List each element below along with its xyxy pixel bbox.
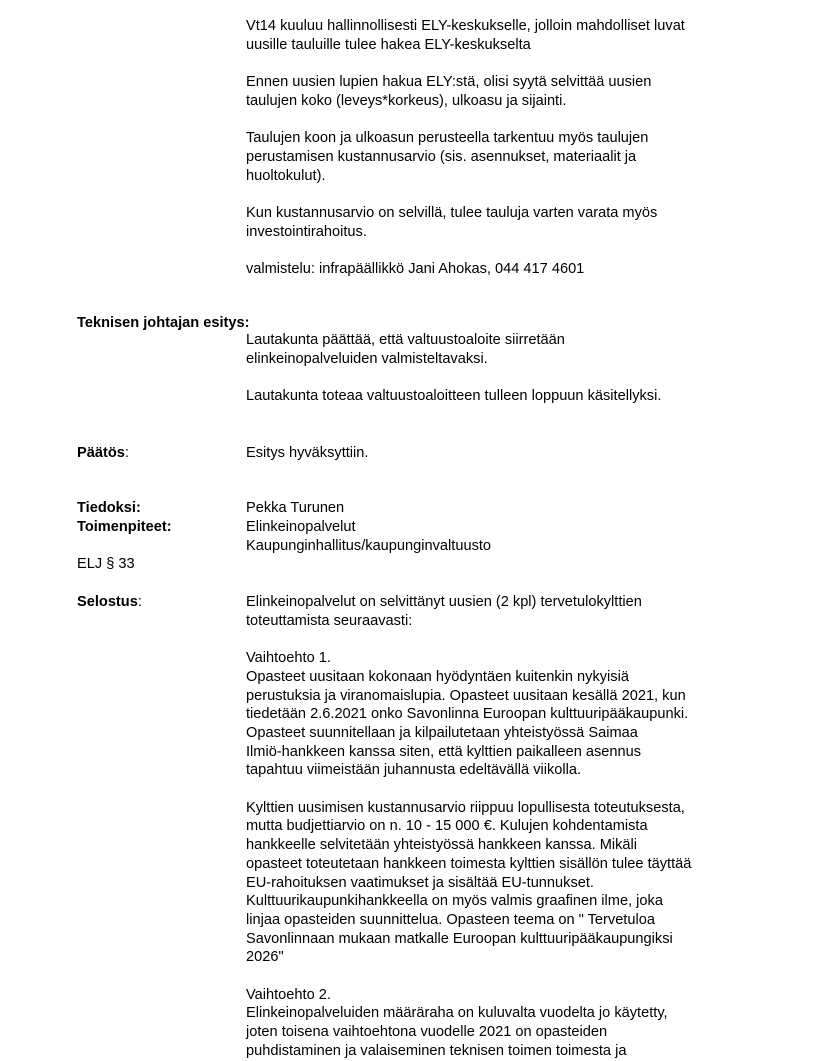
intro-paragraph: Kun kustannusarvio on selvillä, tulee tauluja varten varata myös investointirahoitus. (246, 204, 658, 240)
decision-text: Esitys hyväksyttiin. (246, 445, 369, 461)
intro-paragraph: Ennen uusien lupien hakua ELY:stä, olisi syytä selvittää uusien taulujen koko (leveys*korkeus), ulkoasu ja sijainti. (246, 74, 652, 109)
decision-label (77, 444, 129, 463)
toimenpiteet-label-text: Toimenpiteet: (77, 519, 172, 535)
selostus-cost-paragraph: Kylttien uusimisen kustannusarvio riippuu lopullisesta toteutuksesta, mutta budjettiarvio on n. 10 - 15 000 €. Kulujen kohdentamista hankkeelle selvitetään yhteistyössä hankkeen kanssa. Mikäli opasteet toteutetaan hankkeen toimesta kylttien sisällön tulee täyttää EU-rahoituksen vaatimukset ja sisältää EU-tunnukset. Kulttuurikaupunkihankkeella on myös valmis graafinen ilme, joka linjaa opasteiden suunnittelua. Opasteen teema on " Tervetuloa Savonlinnaan mukaan matkalle Euroopan kulttuuripääkaupungiksi 2026" (246, 799, 692, 966)
selostus-block (246, 593, 746, 1061)
decision-label-colon: : (124, 445, 129, 461)
proposal-paragraph: Lautakunta toteaa valtuustoaloitteen tulleen loppuun käsitellyksi. (246, 388, 662, 405)
proposal-block (246, 331, 746, 406)
tiedoksi-label (77, 499, 141, 518)
section-reference: ELJ § 33 (77, 556, 135, 572)
preparer-line: valmistelu: infrapäällikkö Jani Ahokas, 044 417 4601 (246, 261, 585, 278)
selostus-option-1: Vaihtoehto 1. Opasteet uusitaan kokonaan hyödyntäen kuitenkin nykyisiä perustuksia ja viranomaislupia. Opasteet uusitaan kesällä 2021, kun tiedetään 2.6.2021 onko Savonlinna Euroopan kulttuuripääkaupunki. Opasteet suunnitellaan ja kilpailutetaan yhteistyössä Saimaa Ilmiö-hankkeen kanssa siten, että kylttien paikalleen asennus tapahtuu viimeistään juhannusta edeltävällä viikolla. (246, 650, 689, 779)
tiedoksi-value: Pekka Turunen (246, 500, 345, 516)
selostus-label-colon: : (137, 594, 142, 610)
toimenpiteet-values (246, 518, 746, 555)
toimenpiteet-item: Kaupunginhallitus/kaupunginvaltuusto (246, 537, 492, 554)
decision-label-text: Päätös (77, 445, 125, 461)
selostus-label-text: Selostus (77, 594, 138, 610)
intro-block (246, 17, 746, 279)
toimenpiteet-label (77, 518, 172, 537)
proposal-label-text: Teknisen johtajan esitys: (77, 315, 250, 331)
intro-paragraph: Vt14 kuuluu hallinnollisesti ELY-keskukselle, jolloin mahdolliset luvat uusille tauluille tulee hakea ELY-keskukselta (246, 18, 685, 53)
selostus-paragraph: Elinkeinopalvelut on selvittänyt uusien (2 kpl) tervetulokylttien toteuttamista seuraavasti: (246, 594, 642, 629)
proposal-label (77, 314, 249, 333)
selostus-option-2: Vaihtoehto 2. Elinkeinopalveluiden määräraha on kuluvalta vuodelta jo käytetty, joten toisena vaihtoehtona vuodelle 2021 on opasteiden puhdistaminen ja valaiseminen teknisen toimen toimesta ja (246, 986, 668, 1059)
selostus-label (77, 593, 142, 612)
proposal-paragraph: Lautakunta päättää, että valtuustoaloite siirretään elinkeinopalveluiden valmisteltavaksi. (246, 332, 565, 367)
tiedoksi-label-text: Tiedoksi: (77, 500, 141, 516)
intro-paragraph: Taulujen koon ja ulkoasun perusteella tarkentuu myös taulujen perustamisen kustannusarvio (sis. asennukset, materiaalit ja huoltokulut). (246, 130, 649, 184)
toimenpiteet-item: Elinkeinopalvelut (246, 519, 356, 535)
